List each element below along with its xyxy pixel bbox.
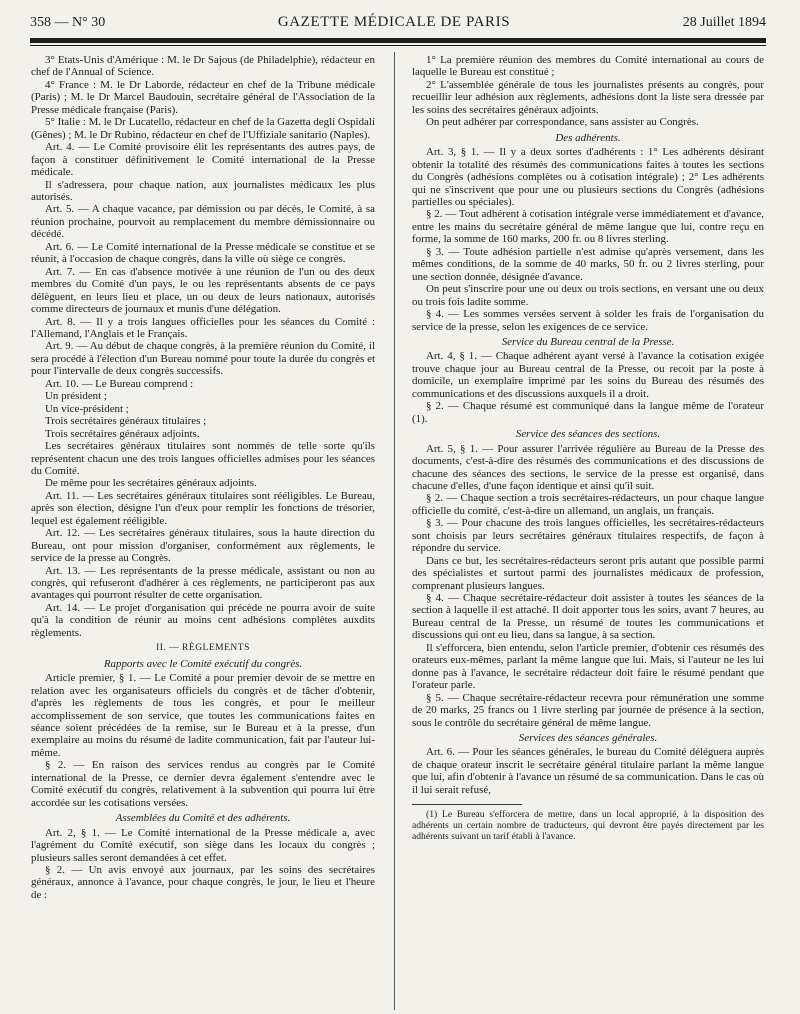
subsection-heading: Assemblées du Comité et des adhérents. xyxy=(115,812,291,825)
page-number: 358 — N° 30 xyxy=(30,15,106,30)
paragraph: § 2. — Tout adhérent à cotisation intégrale verse immédiatement et d'avance, entre les mains du secrétaire général de même langue que lui, contre reçu en forme, la somme de 160 marks, 200 fr. ou 8 livres sterling. xyxy=(412,208,764,246)
paragraph: Art. 14. — Le projet d'organisation qui précède ne pourra avoir de suite qu'à la condition de réunir au moins cent adhésions complètes auxdits règlements. xyxy=(31,601,375,639)
paragraph: Il s'adressera, pour chaque nation, aux journalistes médicaux les plus autorisés. xyxy=(31,178,375,203)
header-rule-thin xyxy=(30,45,766,46)
footnote-rule xyxy=(412,804,522,805)
paragraph: Art. 6. — Pour les séances générales, le bureau du Comité déléguera auprès de chaque orateur inscrit le secrétaire général titulaire parlant la même langue que lui, afin d'obtenir à l'avance un résumé de sa communication. Dans le cas où il lui serait refusé, xyxy=(412,746,765,796)
subsection-heading: Des adhérents. xyxy=(555,131,621,144)
list-item: Trois secrétaires généraux titulaires ; xyxy=(45,415,207,428)
issue-date: 28 Juillet 1894 xyxy=(682,15,766,30)
paragraph: Art. 10. — Le Bureau comprend : xyxy=(45,377,194,390)
paragraph: § 4. — Les sommes versées servent à solder les frais de l'organisation du service de la presse, selon les exigences de ce service. xyxy=(412,308,764,333)
paragraph: § 3. — Pour chacune des trois langues officielles, les secrétaires-rédacteurs sont choisis par leurs secrétaires généraux titulaires respectifs, de façon à répondre du service. xyxy=(412,517,764,555)
journal-title: GAZETTE MÉDICALE DE PARIS xyxy=(277,14,511,30)
paragraph: Art. 9. — Au début de chaque congrès, à la première réunion du Comité, il sera procédé à l'élection d'un Bureau nommé pour toute la durée du congrès et pour l'intervalle de deux congrès successifs. xyxy=(31,340,375,378)
paragraph: On peut s'inscrire pour une ou deux ou trois sections, en versant une ou deux ou trois fois ladite somme. xyxy=(412,283,764,308)
paragraph: Art. 5. — A chaque vacance, par démission ou par décès, le Comité, à sa réunion prochaine, pourvoit au remplacement du membre démissionnaire ou décédé. xyxy=(31,203,375,241)
paragraph: Art. 3, § 1. — Il y a deux sortes d'adhérents : 1° Les adhérents désirant obtenir la totalité des résumés des communications faites à toutes les sections du Congrès (adhésions complètes ou à cotisation intégrale) ; 2° Les adhérents qui ne s'inscrivent que pour une ou plusieurs sections du Congrès (adhésions partielles ou spéciales). xyxy=(412,146,764,208)
paragraph: Il s'efforcera, bien entendu, selon l'article premier, d'obtenir ces résumés des orateurs eux-mêmes, parlant la même langue que lui. Mais, si l'auteur ne les lui donne pas à l'avance, le secrétaire rédacteur doit faire le résumé pendant que l'orateur parle. xyxy=(412,641,764,692)
column-divider xyxy=(394,52,395,1010)
paragraph: Art. 12. — Les secrétaires généraux titulaires, sous la haute direction du Bureau, ont pour mission d'organiser, conformément aux règlements, le service de la presse au Congrès. xyxy=(31,527,375,565)
paragraph: Art. 2, § 1. — Le Comité international de la Presse médicale a, avec l'agrément du Comité exécutif, son siège dans les locaux du congrès ; plusieurs salles seront demandées à cet effet. xyxy=(31,826,375,864)
paragraph: De même pour les secrétaires généraux adjoints. xyxy=(45,477,257,490)
page-header xyxy=(30,14,766,36)
paragraph: Art. 11. — Les secrétaires généraux titulaires sont rééligibles. Le Bureau, après son élection, désigne l'un d'eux pour remplir les fonctions de trésorier, lequel est également rééligible. xyxy=(31,489,375,527)
right-column xyxy=(412,54,764,842)
list-item: Trois secrétaires généraux adjoints. xyxy=(45,427,200,440)
header-rule-thick xyxy=(30,38,766,43)
subsection-heading: Service des séances des sections. xyxy=(515,428,661,441)
paragraph: Art. 4. — Le Comité provisoire élit les représentants des autres pays, de façon à constituer définitivement le Comité international de la Presse médicale. xyxy=(31,141,375,179)
paragraph: § 2. — Chaque résumé est communiqué dans la langue même de l'orateur (1). xyxy=(412,400,764,425)
paragraph: 2° L'assemblée générale de tous les journalistes présents au congrès, pour recueillir leur adhésion aux règlements, adhésions dont la liste sera dressée par les soins des secrétaires généraux adjoints. xyxy=(412,78,764,116)
paragraph: § 2. — En raison des services rendus au congrès par le Comité international de la Presse, ce dernier devra également s'entendre avec le Comité exécutif du congrès, relativement à la subvention qui pourra lui être accordée sur les cotisations versées. xyxy=(31,759,375,809)
paragraph: Art. 5, § 1. — Pour assurer l'arrivée régulière au Bureau de la Presse des documents, c'est-à-dire des résumés des communications et des discussions de chacune des séances des sections, le service de la presse est organisé, dans chacune d'elles, d'une façon identique et ainsi qu'il suit. xyxy=(412,442,764,492)
paragraph: § 5. — Chaque secrétaire-rédacteur recevra pour rémunération une somme de 20 marks, 25 francs ou 1 livre sterling par journée de présence à la section, sous le contrôle du secrétaire général de même langue. xyxy=(412,691,764,729)
paragraph: 1° La première réunion des membres du Comité international au cours de laquelle le Bureau est constitué ; xyxy=(412,54,764,79)
paragraph: On peut adhérer par correspondance, sans assister au Congrès. xyxy=(426,116,699,129)
paragraph: 3° Etats-Unis d'Amérique : M. le Dr Sajous (de Philadelphie), rédacteur en chef de l'Annual of Science. xyxy=(31,54,375,79)
paragraph: Art. 6. — Le Comité international de la Presse médicale se constitue et se réunit, à l'occasion de chaque congrès, dans la ville où siège ce congrès. xyxy=(31,240,375,266)
subsection-heading: Services des séances générales. xyxy=(518,732,658,745)
paragraph: Dans ce but, les secrétaires-rédacteurs seront pris autant que possible parmi des spécialistes et surtout parmi des journalistes médicaux de profession, comprenant plusieurs langues. xyxy=(412,554,764,592)
left-column xyxy=(31,54,375,901)
paragraph: § 2. — Chaque section a trois secrétaires-rédacteurs, un pour chaque langue officielle du comité, c'est-à-dire un allemand, un anglais, un français. xyxy=(412,492,764,517)
paragraph: 5° Italie : M. le Dr Lucatello, rédacteur en chef de la Gazetta degli Ospidali (Gênes) ; M. le Dr Rubino, rédacteur en chef de l'Uffiziale sanitario (Naples). xyxy=(31,116,375,141)
paragraph: § 3. — Toute adhésion partielle n'est admise qu'après versement, dans les mêmes conditions, de la somme de 40 marks, 50 fr. ou 2 livres sterling, pour une section donnée, désignée d'avance. xyxy=(412,245,764,283)
paragraph: § 2. — Un avis envoyé aux journaux, par les soins des secrétaires généraux, annonce à l'avance, pour chaque congrès, le jour, le lieu et l'heure de : xyxy=(31,864,375,901)
subsection-heading: Service du Bureau central de la Presse. xyxy=(501,335,675,348)
paragraph: Art. 4, § 1. — Chaque adhérent ayant versé à l'avance la cotisation exigée trouve chaque jour au Bureau central de la Presse, ou recoit par la poste à domicile, un exemplaire imprimé par les soins du Bureau des résumés des communications et des discussions auxquels il a droit. xyxy=(412,350,764,400)
subsection-heading: Rapports avec le Comité exécutif du congrès. xyxy=(103,657,303,670)
paragraph: Article premier, § 1. — Le Comité a pour premier devoir de se mettre en relation avec les organisateurs officiels du congrès et de tâcher d'obtenir, d'après les règlements de tous les congrès, et pour le meilleur accomplissement de son service, que toutes les communications faites en séance soient précédées de la remise, sur le Bureau et à la presse, d'un exemplaire au moins du résumé de ladite communication, fait par l'auteur lui-même. xyxy=(31,672,375,759)
paragraph: Art. 7. — En cas d'absence motivée à une réunion de l'un ou des deux membres du Comité d'un pays, le ou les représentants absents de ce pays délèguent, en leurs lieu et place, un ou deux de leurs nationaux, autorisés comme directeurs de journaux et munis d'une délégation. xyxy=(31,265,375,316)
footnote: (1) Le Bureau s'efforcera de mettre, dans un local approprié, à la disposition des adhérents un certain nombre de traducteurs, qui devront être payés directement par les adhérents suivant un tarif établi à l'avance. xyxy=(412,809,764,843)
paragraph: 4° France : M. le Dr Laborde, rédacteur en chef de la Tribune médicale (Paris) ; M. le Dr Marcel Baudouin, secrétaire général de l'Association de la Presse médicale française (Paris). xyxy=(31,78,375,116)
section-heading: II. — RÈGLEMENTS xyxy=(156,643,250,654)
paragraph: Les secrétaires généraux titulaires sont nommés de telle sorte qu'ils représentent chacun une des trois langues officielles admises pour les séances du Comité. xyxy=(31,440,375,477)
paragraph: § 4. — Chaque secrétaire-rédacteur doit assister à toutes les séances de la section à laquelle il est attaché. Il doit apporter tous les soirs, avant 7 heures, au Bureau central de la Presse, un résumé de toutes les communications et discussions qui ont eu lieu, dans sa langue, à sa section. xyxy=(412,592,764,642)
paragraph: Art. 13. — Les représentants de la presse médicale, assistant ou non au congrès, qui refuseront d'adhérer à ces règlements, ne participeront pas aux avantages qui pourront résulter de cette organisation. xyxy=(31,564,375,602)
list-item: Un vice-président ; xyxy=(45,402,129,415)
list-item: Un président ; xyxy=(45,390,107,403)
paragraph: Art. 8. — Il y a trois langues officielles pour les séances du Comité : l'Allemand, l'Anglais et le Français. xyxy=(31,315,375,340)
